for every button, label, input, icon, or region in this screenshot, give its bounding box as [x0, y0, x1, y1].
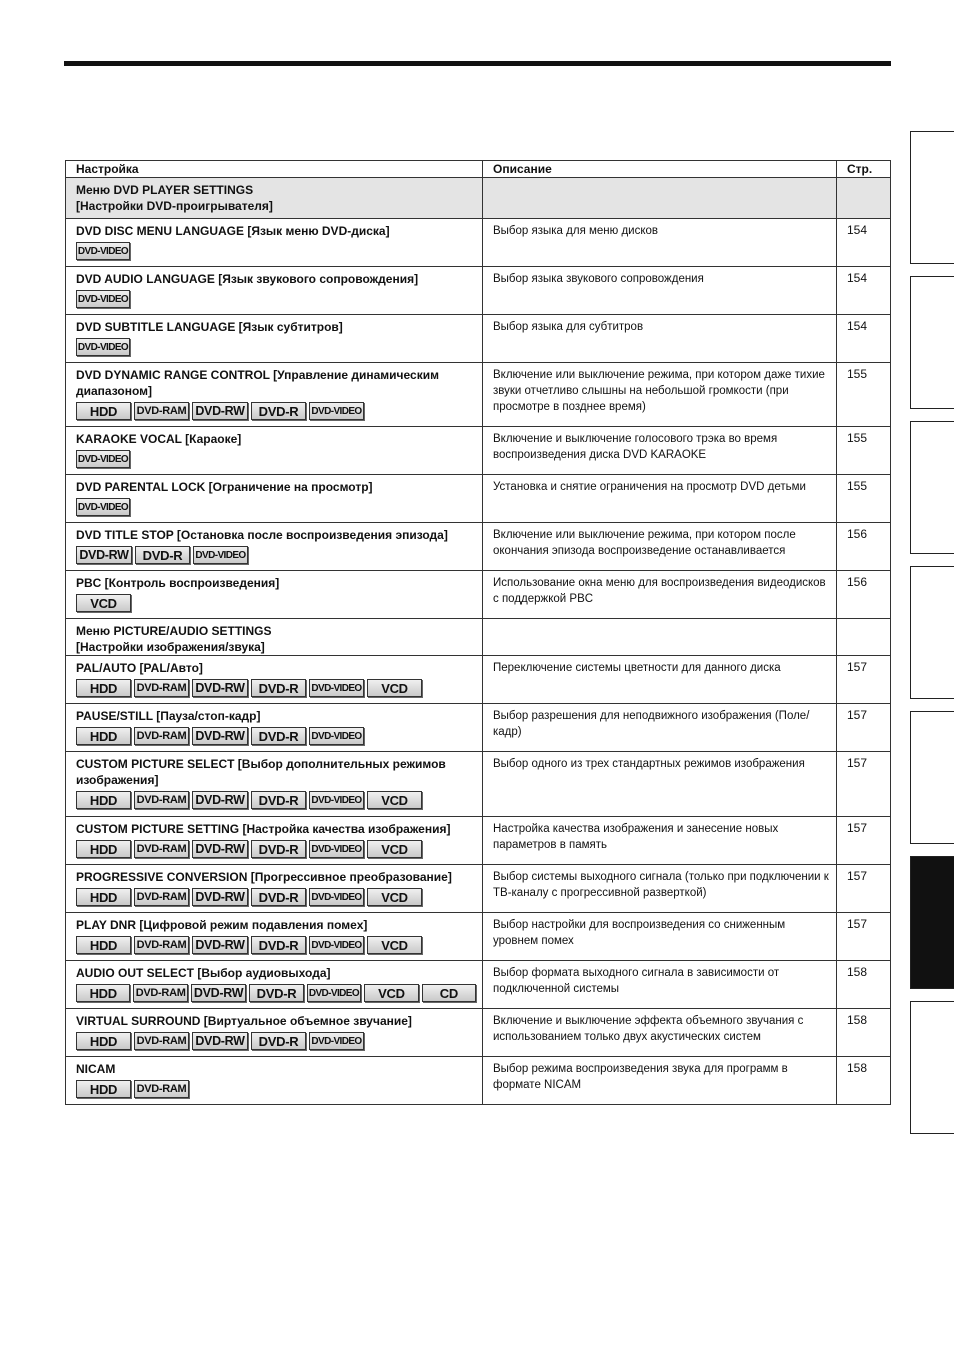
setting-cell: [66, 619, 483, 656]
page-number: 155: [837, 363, 891, 427]
setting-cell: [66, 704, 483, 752]
page-number: 154: [837, 267, 891, 315]
hdd-badge: HDD: [76, 402, 131, 420]
side-tab-2[interactable]: [910, 276, 954, 409]
setting-cell: [66, 961, 483, 1009]
dvd-video-badge: DVD-VIDEO: [309, 402, 364, 420]
section-row: [66, 619, 891, 656]
description-cell: Включение и выключение голосового трэка во время воспроизведения диска DVD KARAOKE: [483, 427, 837, 475]
disc-badges: [76, 338, 476, 356]
setting-cell: [66, 315, 483, 363]
hdd-badge: HDD: [76, 791, 131, 809]
setting-name: DVD TITLE STOP [Остановка после воспроизведения эпизода]: [76, 528, 448, 542]
dvd-ram-badge: DVD-RAM: [134, 840, 189, 858]
description-cell: Переключение системы цветности для данного диска: [483, 656, 837, 704]
setting-cell: [66, 363, 483, 427]
setting-name: KARAOKE VOCAL [Караоке]: [76, 432, 242, 446]
description-cell: Установка и снятие ограничения на просмотр DVD детьми: [483, 475, 837, 523]
description-cell: Выбор системы выходного сигнала (только при подключении к ТВ-каналу с прогрессивной разверткой): [483, 865, 837, 913]
table-row: [66, 219, 891, 267]
dvd-r-badge: DVD-R: [249, 984, 303, 1002]
page-number: 156: [837, 571, 891, 619]
dvd-r-badge: DVD-R: [251, 679, 306, 697]
setting-cell: [66, 571, 483, 619]
description-cell: Выбор языка для меню дисков: [483, 219, 837, 267]
page-number: 154: [837, 315, 891, 363]
page-number: 158: [837, 961, 891, 1009]
setting-cell: [66, 219, 483, 267]
setting-cell: [66, 178, 483, 219]
description-cell: Включение или выключение режима, при котором после окончания эпизода воспроизведение останавливается: [483, 523, 837, 571]
header-page: Стр.: [837, 161, 891, 178]
description-cell: Выбор языка для субтитров: [483, 315, 837, 363]
dvd-video-badge: DVD-VIDEO: [309, 791, 364, 809]
dvd-video-badge: DVD-VIDEO: [309, 1032, 364, 1050]
dvd-rw-badge: DVD-RW: [76, 546, 132, 564]
dvd-rw-badge: DVD-RW: [192, 888, 248, 906]
vcd-badge: VCD: [367, 840, 422, 858]
cd-badge: CD: [422, 984, 476, 1002]
description-cell: Включение или выключение режима, при котором даже тихие звуки отчетливо слышны на небольшой громкости (при просмотре в позднее время): [483, 363, 837, 427]
page-number: [837, 619, 891, 656]
disc-badges: [76, 679, 476, 697]
page-number: 157: [837, 817, 891, 865]
dvd-ram-badge: DVD-RAM: [134, 1080, 189, 1098]
setting-cell: [66, 427, 483, 475]
disc-badges: [76, 840, 476, 858]
dvd-video-badge: DVD-VIDEO: [309, 840, 364, 858]
dvd-rw-badge: DVD-RW: [192, 679, 248, 697]
dvd-video-badge: DVD-VIDEO: [193, 546, 248, 564]
page-number: 157: [837, 752, 891, 817]
description-cell: [483, 178, 837, 219]
page-number: 155: [837, 475, 891, 523]
setting-name: VIRTUAL SURROUND [Виртуальное объемное звучание]: [76, 1014, 412, 1028]
setting-name: PAL/AUTO [PAL/Авто]: [76, 661, 203, 675]
dvd-ram-badge: DVD-RAM: [134, 679, 189, 697]
section-row: [66, 178, 891, 219]
page-number: [837, 178, 891, 219]
dvd-r-badge: DVD-R: [251, 888, 306, 906]
vcd-badge: VCD: [76, 594, 131, 612]
dvd-r-badge: DVD-R: [135, 546, 190, 564]
disc-badges: [76, 1032, 476, 1050]
setting-cell: [66, 817, 483, 865]
setting-name: DVD DYNAMIC RANGE CONTROL [Управление динамическим диапазоном]: [76, 368, 439, 398]
dvd-video-badge: DVD-VIDEO: [76, 290, 130, 308]
hdd-badge: HDD: [76, 936, 131, 954]
setting-name: DVD AUDIO LANGUAGE [Язык звукового сопровождения]: [76, 272, 419, 286]
hdd-badge: HDD: [76, 727, 131, 745]
dvd-rw-badge: DVD-RW: [191, 984, 246, 1002]
table-row: [66, 865, 891, 913]
setting-name: DVD DISC MENU LANGUAGE [Язык меню DVD-диска]: [76, 224, 390, 238]
hdd-badge: HDD: [76, 984, 130, 1002]
setting-name: CUSTOM PICTURE SETTING [Настройка качества изображения]: [76, 822, 451, 836]
page-number: 154: [837, 219, 891, 267]
side-tab-1[interactable]: [910, 131, 954, 264]
dvd-r-badge: DVD-R: [251, 840, 306, 858]
dvd-ram-badge: DVD-RAM: [134, 1032, 189, 1050]
disc-badges: [76, 546, 476, 564]
disc-badges: [76, 727, 476, 745]
disc-badges: [76, 1080, 476, 1098]
description-cell: Выбор языка звукового сопровождения: [483, 267, 837, 315]
page-number: 158: [837, 1057, 891, 1105]
setting-cell: [66, 865, 483, 913]
dvd-rw-badge: DVD-RW: [192, 402, 248, 420]
setting-cell: [66, 523, 483, 571]
settings-table: [65, 160, 891, 1105]
dvd-ram-badge: DVD-RAM: [134, 888, 189, 906]
description-cell: Выбор разрешения для неподвижного изображения (Поле/кадр): [483, 704, 837, 752]
description-cell: Выбор режима воспроизведения звука для программ в формате NICAM: [483, 1057, 837, 1105]
hdd-badge: HDD: [76, 840, 131, 858]
hdd-badge: HDD: [76, 679, 131, 697]
table-row: [66, 656, 891, 704]
table-row: [66, 475, 891, 523]
disc-badges: [76, 242, 476, 260]
table-row: [66, 571, 891, 619]
page-number: 157: [837, 704, 891, 752]
setting-name: AUDIO OUT SELECT [Выбор аудиовыхода]: [76, 966, 331, 980]
disc-badges: [76, 936, 476, 954]
disc-badges: [76, 791, 476, 809]
header-setting: Настройка: [66, 161, 483, 178]
dvd-video-badge: DVD-VIDEO: [76, 450, 130, 468]
side-tab-5[interactable]: [910, 711, 954, 844]
top-rule: [64, 61, 891, 66]
dvd-video-badge: DVD-VIDEO: [76, 242, 130, 260]
disc-badges: [76, 290, 476, 308]
dvd-ram-badge: DVD-RAM: [134, 791, 189, 809]
dvd-r-badge: DVD-R: [251, 402, 306, 420]
vcd-badge: VCD: [367, 791, 422, 809]
dvd-rw-badge: DVD-RW: [192, 936, 248, 954]
setting-cell: [66, 1057, 483, 1105]
setting-name: DVD PARENTAL LOCK [Ограничение на просмотр]: [76, 480, 373, 494]
dvd-ram-badge: DVD-RAM: [134, 936, 189, 954]
description-cell: Настройка качества изображения и занесение новых параметров в память: [483, 817, 837, 865]
table-row: [66, 267, 891, 315]
dvd-r-badge: DVD-R: [251, 791, 306, 809]
setting-name: PBC [Контроль воспроизведения]: [76, 576, 280, 590]
dvd-ram-badge: DVD-RAM: [133, 984, 187, 1002]
side-tab-7[interactable]: [910, 1001, 954, 1134]
table-row: [66, 427, 891, 475]
vcd-badge: VCD: [367, 936, 422, 954]
disc-badges: [76, 498, 476, 516]
table-row: [66, 817, 891, 865]
setting-cell: [66, 267, 483, 315]
table-row: [66, 1009, 891, 1057]
vcd-badge: VCD: [367, 679, 422, 697]
disc-badges: [76, 594, 476, 612]
table-row: [66, 1057, 891, 1105]
table-row: [66, 363, 891, 427]
page-number: 157: [837, 865, 891, 913]
table-row: [66, 315, 891, 363]
description-cell: Включение и выключение эффекта объемного звучания с использованием только двух акустических систем: [483, 1009, 837, 1057]
setting-cell: [66, 656, 483, 704]
setting-cell: [66, 1009, 483, 1057]
setting-name: NICAM: [76, 1062, 116, 1076]
side-tab-4[interactable]: [910, 566, 954, 699]
description-cell: Выбор формата выходного сигнала в зависимости от подключенной системы: [483, 961, 837, 1009]
dvd-video-badge: DVD-VIDEO: [307, 984, 361, 1002]
dvd-video-badge: DVD-VIDEO: [309, 679, 364, 697]
dvd-rw-badge: DVD-RW: [192, 727, 248, 745]
page-number: 158: [837, 1009, 891, 1057]
dvd-rw-badge: DVD-RW: [192, 1032, 248, 1050]
setting-name: PAUSE/STILL [Пауза/стоп-кадр]: [76, 709, 261, 723]
dvd-r-badge: DVD-R: [251, 936, 306, 954]
disc-badges: [76, 402, 476, 420]
description-cell: Использование окна меню для воспроизведения видеодисков с поддержкой PBC: [483, 571, 837, 619]
setting-cell: [66, 752, 483, 817]
setting-cell: [66, 913, 483, 961]
page-number: 155: [837, 427, 891, 475]
setting-name: Меню DVD PLAYER SETTINGS [Настройки DVD-проигрывателя]: [76, 183, 273, 213]
hdd-badge: HDD: [76, 888, 131, 906]
dvd-ram-badge: DVD-RAM: [134, 402, 189, 420]
setting-name: Меню PICTURE/AUDIO SETTINGS [Настройки изображения/звука]: [76, 624, 272, 654]
setting-name: DVD SUBTITLE LANGUAGE [Язык субтитров]: [76, 320, 343, 334]
disc-badges: [76, 450, 476, 468]
description-cell: [483, 619, 837, 656]
dvd-rw-badge: DVD-RW: [192, 840, 248, 858]
table-row: [66, 961, 891, 1009]
dvd-r-badge: DVD-R: [251, 727, 306, 745]
hdd-badge: HDD: [76, 1032, 131, 1050]
table-row: [66, 704, 891, 752]
setting-name: CUSTOM PICTURE SELECT [Выбор дополнительных режимов изображения]: [76, 757, 446, 787]
dvd-video-badge: DVD-VIDEO: [309, 936, 364, 954]
vcd-badge: VCD: [367, 888, 422, 906]
dvd-video-badge: DVD-VIDEO: [309, 888, 364, 906]
dvd-video-badge: DVD-VIDEO: [76, 338, 130, 356]
description-cell: Выбор настройки для воспроизведения со сниженным уровнем помех: [483, 913, 837, 961]
setting-cell: [66, 475, 483, 523]
page-number: 157: [837, 913, 891, 961]
dvd-rw-badge: DVD-RW: [192, 791, 248, 809]
page-number: 156: [837, 523, 891, 571]
hdd-badge: HDD: [76, 1080, 131, 1098]
disc-badges: [76, 888, 476, 906]
dvd-video-badge: DVD-VIDEO: [76, 498, 130, 516]
dvd-r-badge: DVD-R: [251, 1032, 306, 1050]
table-row: [66, 752, 891, 817]
table-row: [66, 913, 891, 961]
dvd-video-badge: DVD-VIDEO: [309, 727, 364, 745]
setting-name: PLAY DNR [Цифровой режим подавления помех]: [76, 918, 368, 932]
disc-badges: [76, 984, 476, 1002]
vcd-badge: VCD: [364, 984, 418, 1002]
side-tab-3[interactable]: [910, 421, 954, 554]
setting-name: PROGRESSIVE CONVERSION [Прогрессивное преобразование]: [76, 870, 452, 884]
description-cell: Выбор одного из трех стандартных режимов изображения: [483, 752, 837, 817]
side-tab-6-active[interactable]: [910, 856, 954, 989]
page-number: 157: [837, 656, 891, 704]
header-description: Описание: [483, 161, 837, 178]
dvd-ram-badge: DVD-RAM: [134, 727, 189, 745]
table-header: [66, 161, 891, 178]
table-row: [66, 523, 891, 571]
